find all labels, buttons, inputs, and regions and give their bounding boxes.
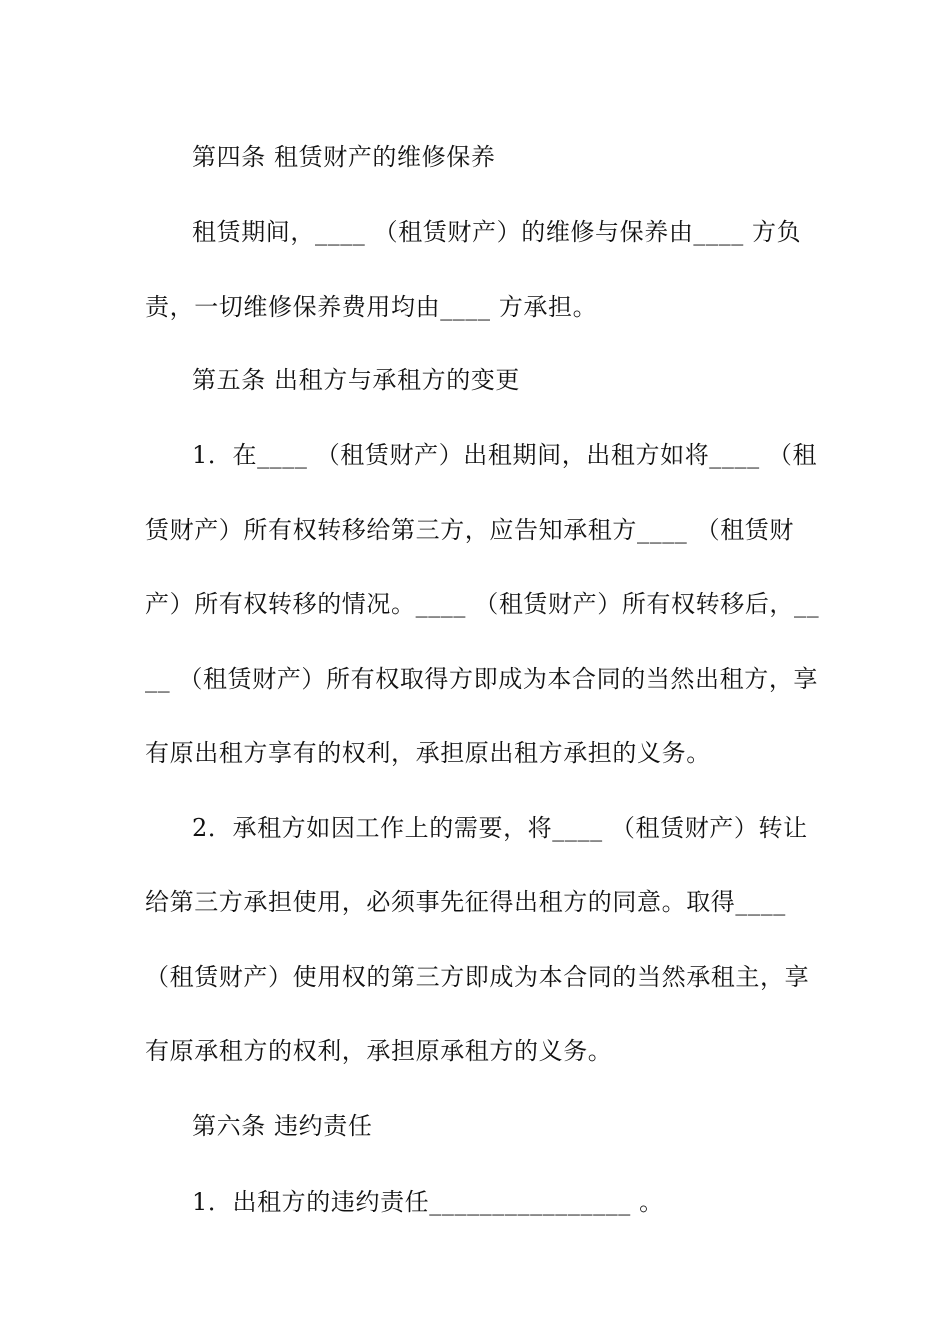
paragraph-line: 1．在____ （租赁财产）出租期间，出租方如将____ （租 <box>192 441 818 469</box>
section-heading-5: 第五条 出租方与承租方的变更 <box>192 366 521 394</box>
paragraph-line: 1．出租方的违约责任________________ 。 <box>192 1188 664 1216</box>
paragraph-line: __ （租赁财产）所有权取得方即成为本合同的当然出租方，享 <box>145 665 819 693</box>
section-heading-6: 第六条 违约责任 <box>192 1112 373 1140</box>
paragraph-line: 2．承租方如因工作上的需要，将____ （租赁财产）转让 <box>192 814 808 842</box>
paragraph-line: 有原出租方享有的权利，承担原出租方承担的义务。 <box>145 739 711 767</box>
paragraph-line: 责，一切维修保养费用均由____ 方承担。 <box>145 293 598 321</box>
paragraph-line: 有原承租方的权利，承担原承租方的义务。 <box>145 1037 613 1065</box>
paragraph-line: 赁财产）所有权转移给第三方，应告知承租方____ （租赁财 <box>145 516 795 544</box>
section-heading-4: 第四条 租赁财产的维修保养 <box>192 143 496 171</box>
paragraph-line: 租赁期间，____ （租赁财产）的维修与保养由____ 方负 <box>192 218 802 246</box>
paragraph-line: 产）所有权转移的情况。____ （租赁财产）所有权转移后，__ <box>145 590 820 618</box>
paragraph-line: （租赁财产）使用权的第三方即成为本合同的当然承租主，享 <box>145 963 810 991</box>
paragraph-line: 给第三方承担使用，必须事先征得出租方的同意。取得____ <box>145 888 786 916</box>
